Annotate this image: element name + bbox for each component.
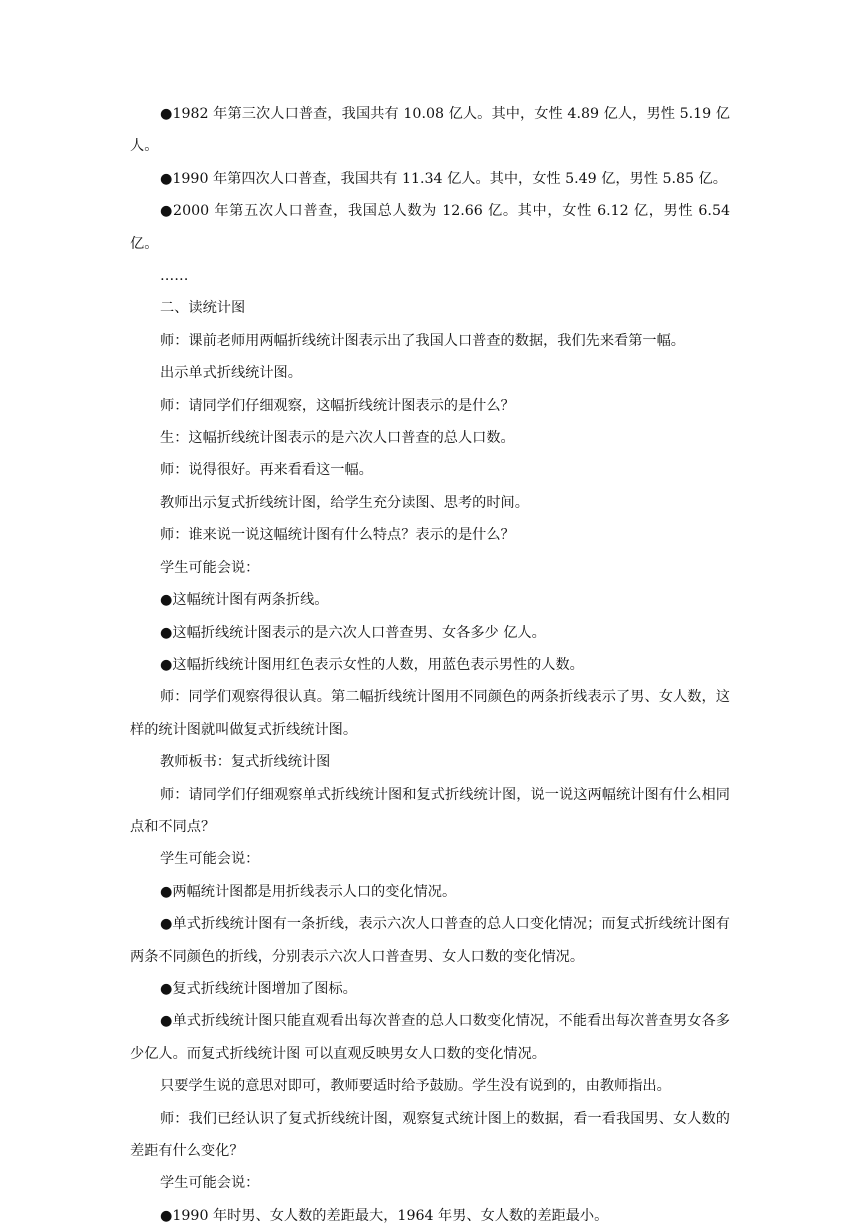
paragraph-bullet-colors: ●这幅折线统计图用红色表示女性的人数，用蓝色表示男性的人数。	[160, 656, 584, 673]
paragraph-student-answer-1: 生：这幅折线统计图表示的是六次人口普查的总人口数。	[160, 430, 515, 447]
paragraph-bullet-single-vs-compound: ●单式折线统计图有一条折线，表示六次人口普查的总人口变化情况；而复式折线统计图有两条不同颜色的折线，分别表示六次人口普查男、女人口数的变化情况。	[130, 916, 730, 965]
paragraph-students-may-say-3: 学生可能会说：	[160, 1175, 260, 1192]
paragraph-bullet-legend: ●复式折线统计图增加了图标。	[160, 980, 357, 997]
paragraph-census-1990: ●1990 年第四次人口普查，我国共有 11.34 亿人。其中，女性 5.49 亿，男性 5.85 亿。	[160, 170, 727, 187]
document-body	[130, 98, 730, 1232]
paragraph-bullet-intuitive: ●单式折线统计图只能直观看出每次普查的总人口数变化情况，不能看出每次普查男女各多少亿人。而复式折线统计图 可以直观反映男女人口数的变化情况。	[130, 1013, 730, 1062]
paragraph-teacher-compare: 师：请同学们仔细观察单式折线统计图和复式折线统计图，说一说这两幅统计图有什么相同点和不同点？	[130, 786, 730, 835]
paragraph-teacher-ask-2: 师：谁来说一说这幅统计图有什么特点？表示的是什么？	[160, 527, 515, 544]
paragraph-teacher-intro: 师：课前老师用两幅折线统计图表示出了我国人口普查的数据，我们先来看第一幅。	[160, 332, 685, 349]
paragraph-students-may-say-1: 学生可能会说：	[160, 559, 260, 576]
paragraph-census-2000: ●2000 年第五次人口普查，我国总人数为 12.66 亿。其中，女性 6.12 亿，男性 6.54 亿。	[130, 203, 730, 252]
paragraph-show-single-chart: 出示单式折线统计图。	[160, 365, 302, 382]
paragraph-teacher-definition: 师：同学们观察得很认真。第二幅折线统计图用不同颜色的两条折线表示了男、女人数，这样的统计图就叫做复式折线统计图。	[130, 689, 730, 738]
paragraph-bullet-gap-answer: ●1990 年时男、女人数的差距最大，1964 年男、女人数的差距最小。	[160, 1207, 609, 1224]
section-heading-read-chart: 二、读统计图	[160, 300, 246, 317]
paragraph-bullet-male-female: ●这幅折线统计图表示的是六次人口普查男、女各多少 亿人。	[160, 624, 546, 641]
paragraph-bullet-both-lines: ●两幅统计图都是用折线表示人口的变化情况。	[160, 883, 457, 900]
paragraph-board-note: 教师板书：复式折线统计图	[160, 754, 331, 771]
paragraph-teacher-gap-question: 师：我们已经认识了复式折线统计图，观察复式统计图上的数据，看一看我国男、女人数的差距有什么变化？	[130, 1110, 730, 1159]
paragraph-students-may-say-2: 学生可能会说：	[160, 851, 260, 868]
paragraph-ellipsis: ……	[160, 268, 189, 285]
paragraph-census-1982: ●1982 年第三次人口普查，我国共有 10.08 亿人。其中，女性 4.89 亿人，男性 5.19 亿人。	[130, 106, 730, 155]
paragraph-teacher-encourage: 只要学生说的意思对即可，教师要适时给予鼓励。学生没有说到的，由教师指出。	[160, 1078, 671, 1095]
paragraph-bullet-two-lines: ●这幅统计图有两条折线。	[160, 592, 329, 609]
paragraph-teacher-ask-1: 师：请同学们仔细观察，这幅折线统计图表示的是什么？	[160, 397, 515, 414]
paragraph-teacher-praise-1: 师：说得很好。再来看看这一幅。	[160, 462, 373, 479]
paragraph-show-compound-chart: 教师出示复式折线统计图，给学生充分读图、思考的时间。	[160, 494, 529, 511]
